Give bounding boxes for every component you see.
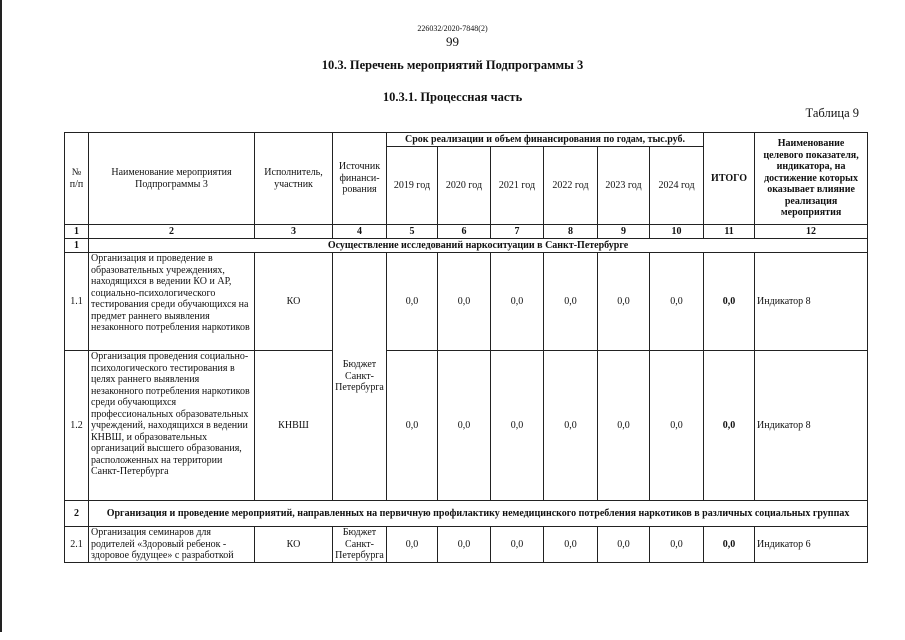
- col-number: 12: [755, 225, 868, 239]
- col-name-header: Наименование мероприятия Подпрограммы 3: [89, 133, 255, 225]
- col-total-header: ИТОГО: [704, 133, 755, 225]
- document-number: 226032/2020-7848(2): [417, 24, 488, 33]
- year-header: 2022 год: [544, 147, 598, 225]
- col-exec-header: Исполнитель, участник: [255, 133, 333, 225]
- header-row: [65, 133, 868, 147]
- year-header: 2024 год: [650, 147, 704, 225]
- activity-name: Организация и проведение в образовательных учреждениях, находящихся в ведении КО и АР, социально-психологического тестирования среди обучающихся на предмет раннего выявления незаконного потребления наркотиков: [89, 253, 255, 351]
- col-number: 6: [438, 225, 491, 239]
- value-cell: 0,0: [438, 253, 491, 351]
- value-cell: 0,0: [387, 351, 438, 501]
- value-cell: 0,0: [598, 351, 650, 501]
- value-cell: 0,0: [544, 351, 598, 501]
- col-indicator-header: Наименование целевого показателя, индикатора, на достижение которых оказывает влияние реализация мероприятия: [755, 133, 868, 225]
- value-cell: 0,0: [598, 527, 650, 563]
- section-number: 2: [65, 501, 89, 527]
- col-number: 8: [544, 225, 598, 239]
- page-number: 99: [446, 34, 459, 49]
- section-row: [65, 501, 868, 527]
- section-title: Осуществление исследований наркоситуации в Санкт-Петербурге: [89, 239, 868, 253]
- value-cell: 0,0: [544, 253, 598, 351]
- section-title: 10.3. Перечень мероприятий Подпрограммы 3: [321, 58, 584, 72]
- indicator-cell: Индикатор 8: [755, 253, 868, 351]
- activity-name: Организация проведения социально-психологического тестирования в целях раннего выявления незаконного потребления наркотиков среди обучающихся профессиональных образовательных учреждений, находящихся в ведении КНВШ, и образовательных организаций высшего образования, расположенных на территории Санкт-Петербурга: [89, 351, 255, 501]
- col-number: 5: [387, 225, 438, 239]
- value-cell: 0,0: [491, 351, 544, 501]
- year-header: 2020 год: [438, 147, 491, 225]
- section-title: Организация и проведение мероприятий, направленных на первичную профилактику немедицинского потребления наркотиков в различных социальных группах: [89, 501, 868, 527]
- table-label: Таблица 9: [805, 106, 859, 120]
- col-num-header: № п/п: [65, 133, 89, 225]
- year-header: 2023 год: [598, 147, 650, 225]
- financing-source: Бюджет Санкт-Петербурга: [333, 527, 387, 563]
- value-cell: 0,0: [598, 253, 650, 351]
- value-cell: 0,0: [650, 253, 704, 351]
- section-subtitle: 10.3.1. Процессная часть: [382, 90, 523, 104]
- value-cell: 0,0: [438, 527, 491, 563]
- activities-table: [64, 132, 868, 563]
- year-header: 2019 год: [387, 147, 438, 225]
- col-number: 1: [65, 225, 89, 239]
- col-number: 4: [333, 225, 387, 239]
- row-number: 2.1: [65, 527, 89, 563]
- activity-name: Организация семинаров для родителей «Здоровый ребенок - здоровое будущее» с разработкой: [89, 527, 255, 563]
- value-cell: 0,0: [491, 253, 544, 351]
- col-period-header: Срок реализации и объем финансирования по годам, тыс.руб.: [387, 133, 704, 147]
- col-number: 2: [89, 225, 255, 239]
- section-number: 1: [65, 239, 89, 253]
- row-number: 1.2: [65, 351, 89, 501]
- col-number: 11: [704, 225, 755, 239]
- col-number: 9: [598, 225, 650, 239]
- table-row: [65, 253, 868, 351]
- indicator-cell: Индикатор 8: [755, 351, 868, 501]
- col-number: 7: [491, 225, 544, 239]
- financing-source: Бюджет Санкт-Петербурга: [333, 253, 387, 501]
- col-number: 10: [650, 225, 704, 239]
- executor: КНВШ: [255, 351, 333, 501]
- value-cell: 0,0: [438, 351, 491, 501]
- value-cell: 0,0: [544, 527, 598, 563]
- value-cell: 0,0: [491, 527, 544, 563]
- total-cell: 0,0: [704, 527, 755, 563]
- value-cell: 0,0: [650, 351, 704, 501]
- total-cell: 0,0: [704, 351, 755, 501]
- value-cell: 0,0: [387, 527, 438, 563]
- indicator-cell: Индикатор 6: [755, 527, 868, 563]
- col-source-header: Источник финанси-рования: [333, 133, 387, 225]
- value-cell: 0,0: [387, 253, 438, 351]
- col-number: 3: [255, 225, 333, 239]
- section-row: [65, 239, 868, 253]
- row-number: 1.1: [65, 253, 89, 351]
- table-row: [65, 351, 868, 501]
- year-header: 2021 год: [491, 147, 544, 225]
- table-row: [65, 527, 868, 563]
- total-cell: 0,0: [704, 253, 755, 351]
- column-numbers-row: [65, 225, 868, 239]
- executor: КО: [255, 527, 333, 563]
- value-cell: 0,0: [650, 527, 704, 563]
- executor: КО: [255, 253, 333, 351]
